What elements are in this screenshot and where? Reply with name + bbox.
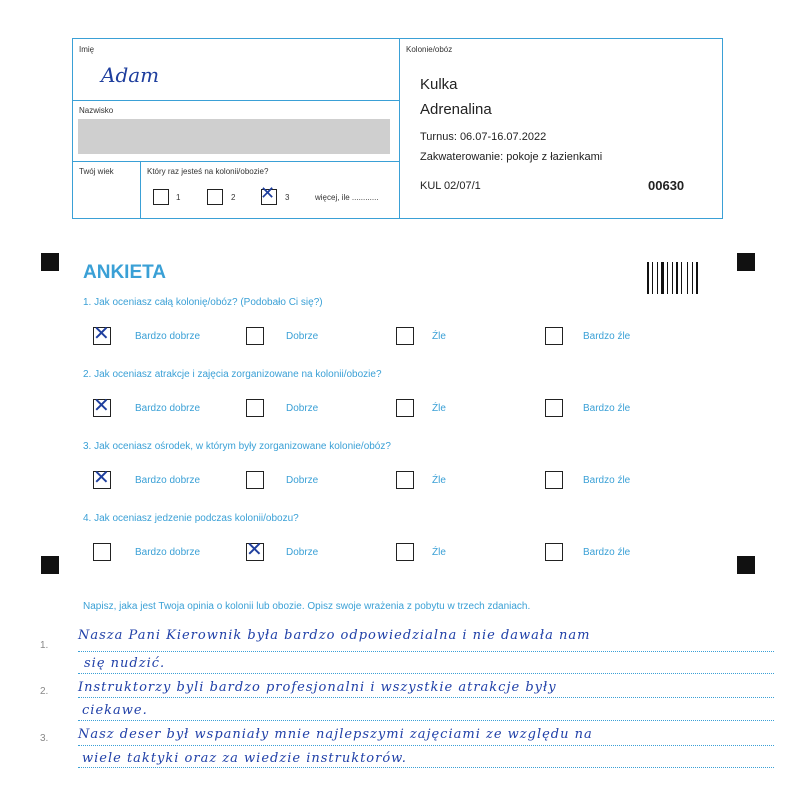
- rating-checkbox[interactable]: [545, 543, 563, 561]
- rating-checkbox[interactable]: [93, 321, 111, 345]
- barcode-bar: [674, 262, 675, 294]
- camp-name: Kulka: [420, 76, 458, 93]
- rating-option-label: Dobrze: [286, 403, 319, 414]
- barcode-bar: [683, 262, 686, 294]
- barcode-bar: [661, 262, 664, 294]
- barcode-bar: [689, 262, 691, 294]
- line-number: 1.: [40, 640, 49, 651]
- line-number: 2.: [40, 686, 49, 697]
- rating-checkbox[interactable]: [396, 471, 414, 489]
- barcode-bar: [650, 262, 651, 294]
- rating-option-label: Dobrze: [286, 547, 319, 558]
- rating-option-label: Bardzo źle: [583, 547, 631, 558]
- rating-option-label: Bardzo źle: [583, 403, 631, 414]
- last-name-label: Nazwisko: [79, 106, 114, 115]
- barcode: [647, 262, 701, 294]
- barcode-bar: [681, 262, 682, 294]
- turnus-dates: Turnus: 06.07-16.07.2022: [420, 131, 547, 143]
- times-checkbox-3[interactable]: [260, 183, 277, 205]
- rating-option-label: Źle: [432, 475, 446, 486]
- times-option-label: 3: [285, 193, 290, 202]
- rating-option-label: Bardzo źle: [583, 331, 631, 342]
- rating-checkbox[interactable]: [93, 393, 111, 417]
- rating-checkbox[interactable]: [396, 327, 414, 345]
- barcode-bar: [694, 262, 695, 294]
- answer-line: [78, 651, 774, 652]
- rating-checkbox[interactable]: [93, 465, 111, 489]
- rating-option-label: Dobrze: [286, 331, 319, 342]
- barcode-bar: [692, 262, 693, 294]
- first-name-field[interactable]: Adam: [101, 63, 160, 87]
- opinion-prompt: Napisz, jaka jest Twoja opinia o kolonii lub obozie. Opisz swoje wrażenia z pobytu w trzech zdaniach.: [83, 601, 531, 612]
- divider: [73, 100, 399, 101]
- rating-checkbox[interactable]: [246, 537, 264, 561]
- divider: [73, 161, 399, 162]
- check-x-icon: ✕: [93, 393, 110, 417]
- rating-option-label: Bardzo dobrze: [135, 331, 201, 342]
- camp-label: Kolonie/obóz: [406, 45, 453, 54]
- times-checkbox-1[interactable]: [153, 189, 169, 205]
- rating-checkbox[interactable]: [93, 543, 111, 561]
- alignment-marker: [737, 253, 755, 271]
- first-name-label: Imię: [79, 45, 95, 54]
- alignment-marker: [41, 253, 59, 271]
- alignment-marker: [41, 556, 59, 574]
- rating-checkbox[interactable]: [246, 471, 264, 489]
- times-option-label: więcej, ile ............: [315, 193, 379, 202]
- rating-checkbox[interactable]: [246, 327, 264, 345]
- rating-option-label: Źle: [432, 547, 446, 558]
- barcode-bar: [657, 262, 658, 294]
- barcode-bar: [665, 262, 666, 294]
- barcode-bar: [676, 262, 678, 294]
- barcode-bar: [654, 262, 656, 294]
- camp-program: Adrenalina: [420, 101, 492, 118]
- answer-line: [78, 673, 774, 674]
- barcode-bar: [669, 262, 671, 294]
- last-name-field-redacted[interactable]: [78, 119, 390, 154]
- rating-checkbox[interactable]: [396, 399, 414, 417]
- barcode-bar: [696, 262, 698, 294]
- camp-code: KUL 02/07/1: [420, 180, 481, 192]
- check-x-icon: ✕: [246, 537, 263, 561]
- barcode-bar: [699, 262, 700, 294]
- times-at-camp-label: Który raz jesteś na kolonii/obozie?: [147, 167, 269, 176]
- rating-option-label: Źle: [432, 403, 446, 414]
- question-text: 4. Jak oceniasz jedzenie podczas kolonii/obozu?: [83, 513, 299, 524]
- check-x-icon: ✕: [93, 321, 110, 345]
- survey-title: ANKIETA: [83, 262, 167, 283]
- question-text: 1. Jak oceniasz całą kolonię/obóz? (Podobało Ci się?): [83, 297, 323, 308]
- rating-option-label: Bardzo źle: [583, 475, 631, 486]
- answer-line: [78, 767, 774, 768]
- handwritten-answer[interactable]: ciekawe.: [82, 703, 148, 718]
- divider: [140, 161, 141, 219]
- rating-checkbox[interactable]: [246, 399, 264, 417]
- barcode-bar: [672, 262, 673, 294]
- rating-checkbox[interactable]: [396, 543, 414, 561]
- times-option-label: 1: [176, 193, 181, 202]
- handwritten-answer[interactable]: się nudzić.: [84, 656, 166, 671]
- rating-option-label: Bardzo dobrze: [135, 547, 201, 558]
- answer-line: [78, 720, 774, 721]
- times-checkbox-2[interactable]: [207, 189, 223, 205]
- rating-checkbox[interactable]: [545, 399, 563, 417]
- rating-checkbox[interactable]: [545, 471, 563, 489]
- rating-option-label: Bardzo dobrze: [135, 475, 201, 486]
- question-text: 3. Jak oceniasz ośrodek, w którym były zorganizowane kolonie/obóz?: [83, 441, 391, 452]
- rating-option-label: Źle: [432, 331, 446, 342]
- barcode-bar: [687, 262, 688, 294]
- rating-option-label: Dobrze: [286, 475, 319, 486]
- barcode-bar: [659, 262, 660, 294]
- line-number: 3.: [40, 733, 49, 744]
- form-number: 00630: [648, 178, 685, 193]
- answer-line: [78, 697, 774, 698]
- question-text: 2. Jak oceniasz atrakcje i zajęcia zorganizowane na kolonii/obozie?: [83, 369, 382, 380]
- check-x-icon: ✕: [260, 183, 276, 204]
- divider: [399, 39, 400, 218]
- handwritten-answer[interactable]: Nasz deser był wspaniały mnie najlepszymi zajęciami ze względu na: [78, 727, 593, 742]
- barcode-bar: [679, 262, 680, 294]
- accommodation: Zakwaterowanie: pokoje z łazienkami: [420, 151, 603, 163]
- times-option-label: 2: [231, 193, 236, 202]
- rating-option-label: Bardzo dobrze: [135, 403, 201, 414]
- handwritten-answer[interactable]: wiele taktyki oraz za wiedzie instruktorów.: [82, 751, 407, 766]
- handwritten-answer[interactable]: Nasza Pani Kierownik była bardzo odpowiedzialna i nie dawała nam: [78, 628, 591, 643]
- age-field[interactable]: [75, 179, 137, 215]
- alignment-marker: [737, 556, 755, 574]
- barcode-bar: [652, 262, 653, 294]
- answer-line: [78, 745, 774, 746]
- age-label: Twój wiek: [79, 167, 114, 176]
- barcode-bar: [647, 262, 649, 294]
- rating-checkbox[interactable]: [545, 327, 563, 345]
- check-x-icon: ✕: [93, 465, 110, 489]
- participant-header-table: [72, 38, 723, 219]
- barcode-bar: [667, 262, 668, 294]
- handwritten-answer[interactable]: Instruktorzy byli bardzo profesjonalni i wszystkie atrakcje były: [78, 680, 557, 695]
